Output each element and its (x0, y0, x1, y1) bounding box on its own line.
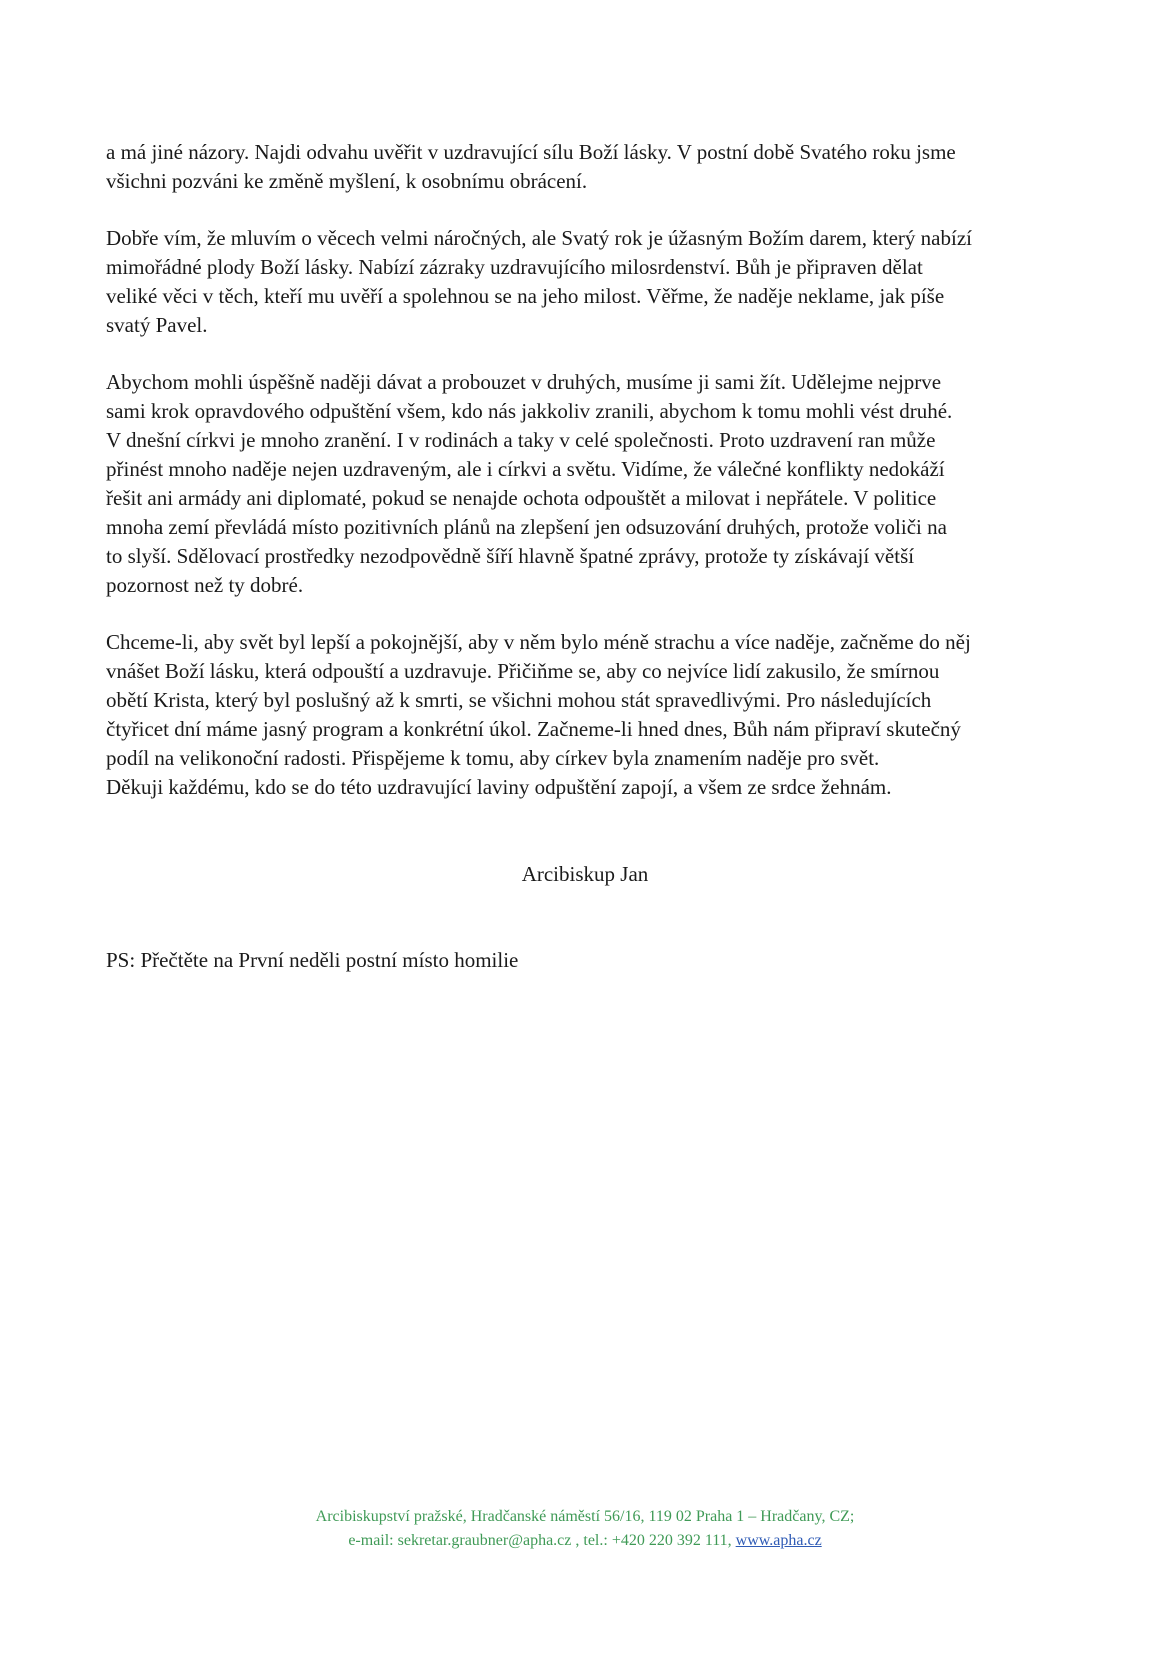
footer (0, 1505, 1170, 1553)
paragraph-3: Abychom mohli úspěšně naději dávat a probouzet v druhých, musíme ji sami žít. Udělejme nejprve sami krok opravdového odpuštění všem, kdo nás jakkoliv zranili, abychom k tomu mohli vést druhé. V dnešní církvi je mnoho zranění. I v rodinách a taky v celé společnosti. Proto uzdravení ran může přinést mnoho naděje nejen uzdraveným, ale i církvi a světu. Vidíme, že válečné konflikty nedokáží řešit ani armády ani diplomaté, pokud se nenajde ochota odpouštět a milovat i nepřátele. V politice mnoha zemí převládá místo pozitivních plánů na zlepšení jen odsuzování druhých, protože voliči na to slyší. Sdělovací prostředky nezodpovědně šíří hlavně špatné zprávy, protože ty získávají větší pozornost než ty dobré. (106, 370, 953, 597)
paragraph-2: Dobře vím, že mluvím o věcech velmi náročných, ale Svatý rok je úžasným Božím darem, který nabízí mimořádné plody Boží lásky. Nabízí zázraky uzdravujícího milosrdenství. Bůh je připraven dělat veliké věci v těch, kteří mu uvěří a spolehnou se na jeho milost. Věřme, že naděje neklame, jak píše svatý Pavel. (106, 226, 972, 337)
paragraph-1: a má jiné názory. Najdi odvahu uvěřit v uzdravující sílu Boží lásky. V postní době Svatého roku jsme všichni pozváni ke změně myšlení, k osobnímu obrácení. (106, 140, 956, 193)
postscript: PS: Přečtěte na První neděli postní místo homilie (106, 948, 519, 972)
letter-body (106, 138, 1086, 830)
signature: Arcibiskup Jan (521, 862, 649, 886)
footer-contact (0, 1529, 1170, 1553)
footer-contact-text: e-mail: sekretar.graubner@apha.cz , tel.: +420 220 392 111, (348, 1532, 736, 1549)
footer-address: Arcibiskupství pražské, Hradčanské náměstí 56/16, 119 02 Praha 1 – Hradčany, CZ; (315, 1508, 855, 1525)
paragraph-4: Chceme-li, aby svět byl lepší a pokojnější, aby v něm bylo méně strachu a více naděje, začněme do něj vnášet Boží lásku, která odpouští a uzdravuje. Přičiňme se, aby co nejvíce lidí zakusilo, že smírnou obětí Krista, který byl poslušný až k smrti, se všichni mohou stát spravedlivými. Pro následujících čtyřicet dní máme jasný program a konkrétní úkol. Začneme-li hned dnes, Bůh nám připraví skutečný podíl na velikonoční radosti. Přispějeme k tomu, aby církev byla znamením naděje pro svět. Děkuji každému, kdo se do této uzdravující laviny odpuštění zapojí, a všem ze srdce žehnám. (106, 630, 971, 799)
website-link[interactable]: www.apha.cz (735, 1532, 822, 1549)
